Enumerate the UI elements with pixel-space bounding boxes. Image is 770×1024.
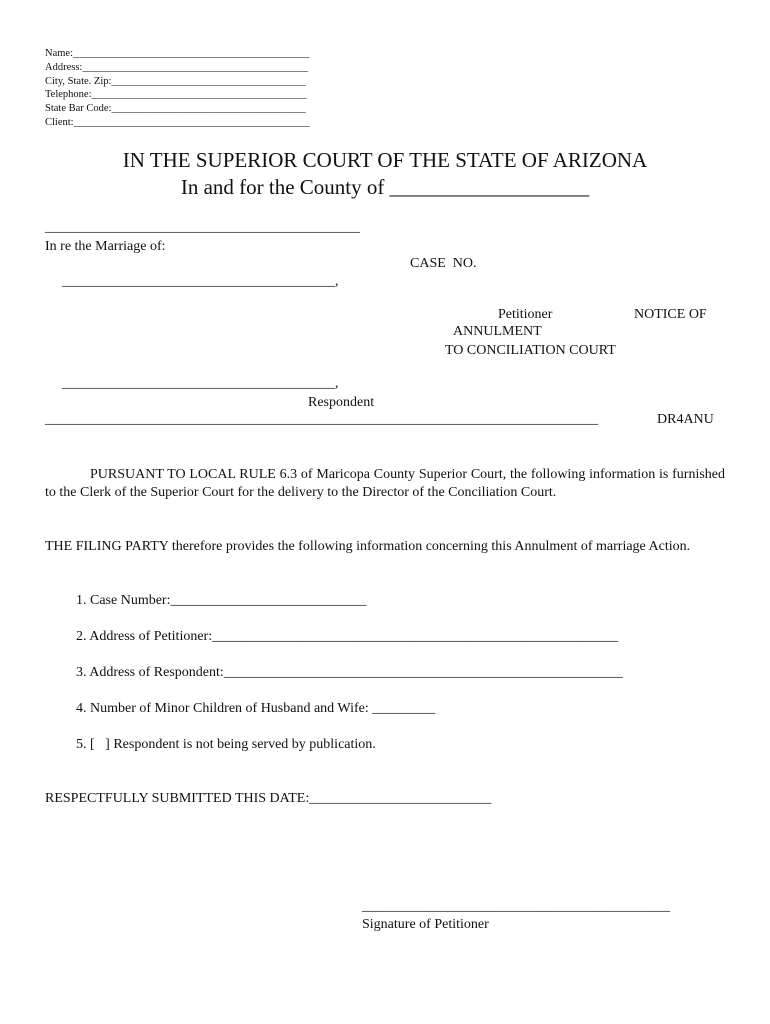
pursuant-paragraph: PURSUANT TO LOCAL RULE 6.3 of Maricopa County Superior Court, the following information is furnished to the Clerk of the Superior Court for the delivery to the Director of the Conciliation Court. [45, 467, 725, 500]
signature-label: Signature of Petitioner [362, 917, 489, 932]
publication-checkbox-item: 5. [ ] Respondent is not being served by publication. [76, 737, 376, 752]
attorney-city-field: City, State. Zip:_____________________________________ [45, 76, 306, 87]
respondent-label: Respondent [308, 395, 375, 410]
submitted-date-line: RESPECTFULLY SUBMITTED THIS DATE:__________________________ [45, 791, 492, 806]
signature-line: ____________________________________________ [362, 899, 670, 914]
attorney-bar-code-field: State Bar Code:_____________________________________ [45, 103, 306, 114]
petitioner-name-blank: _______________________________________, [62, 274, 339, 289]
filing-party-paragraph: THE FILING PARTY therefore provides the following information concerning this Annulment of marriage Action. [45, 539, 691, 554]
in-re-label: In re the Marriage of: [45, 239, 166, 254]
attorney-client-field: Client:_____________________________________________ [45, 117, 310, 128]
annulment-label: ANNULMENT [453, 324, 542, 339]
attorney-address-field: Address:___________________________________________ [45, 62, 309, 73]
notice-of-label: NOTICE OF [634, 307, 707, 322]
respondent-address-item: 3. Address of Respondent:_________________________________________________________ [76, 665, 623, 680]
minor-children-item: 4. Number of Minor Children of Husband and Wife: _________ [76, 701, 436, 716]
petitioner-label: Petitioner [498, 307, 553, 322]
attorney-telephone-field: Telephone:_________________________________________ [45, 89, 307, 100]
county-line: In and for the County of ___________________ [180, 175, 590, 199]
caption-bottom-rule: _______________________________________________________________________________ [45, 412, 598, 427]
to-conciliation-label: TO CONCILIATION COURT [445, 343, 616, 358]
case-number-label: CASE NO. [410, 256, 477, 271]
respondent-name-blank: _______________________________________, [62, 376, 339, 391]
court-title: IN THE SUPERIOR COURT OF THE STATE OF ARIZONA [122, 148, 648, 172]
attorney-name-field: Name:_____________________________________________ [45, 48, 310, 59]
caption-top-rule: _____________________________________________ [45, 220, 360, 235]
case-number-item: 1. Case Number:____________________________ [76, 593, 367, 608]
form-code: DR4ANU [657, 412, 714, 427]
petitioner-address-item: 2. Address of Petitioner:__________________________________________________________ [76, 629, 619, 644]
